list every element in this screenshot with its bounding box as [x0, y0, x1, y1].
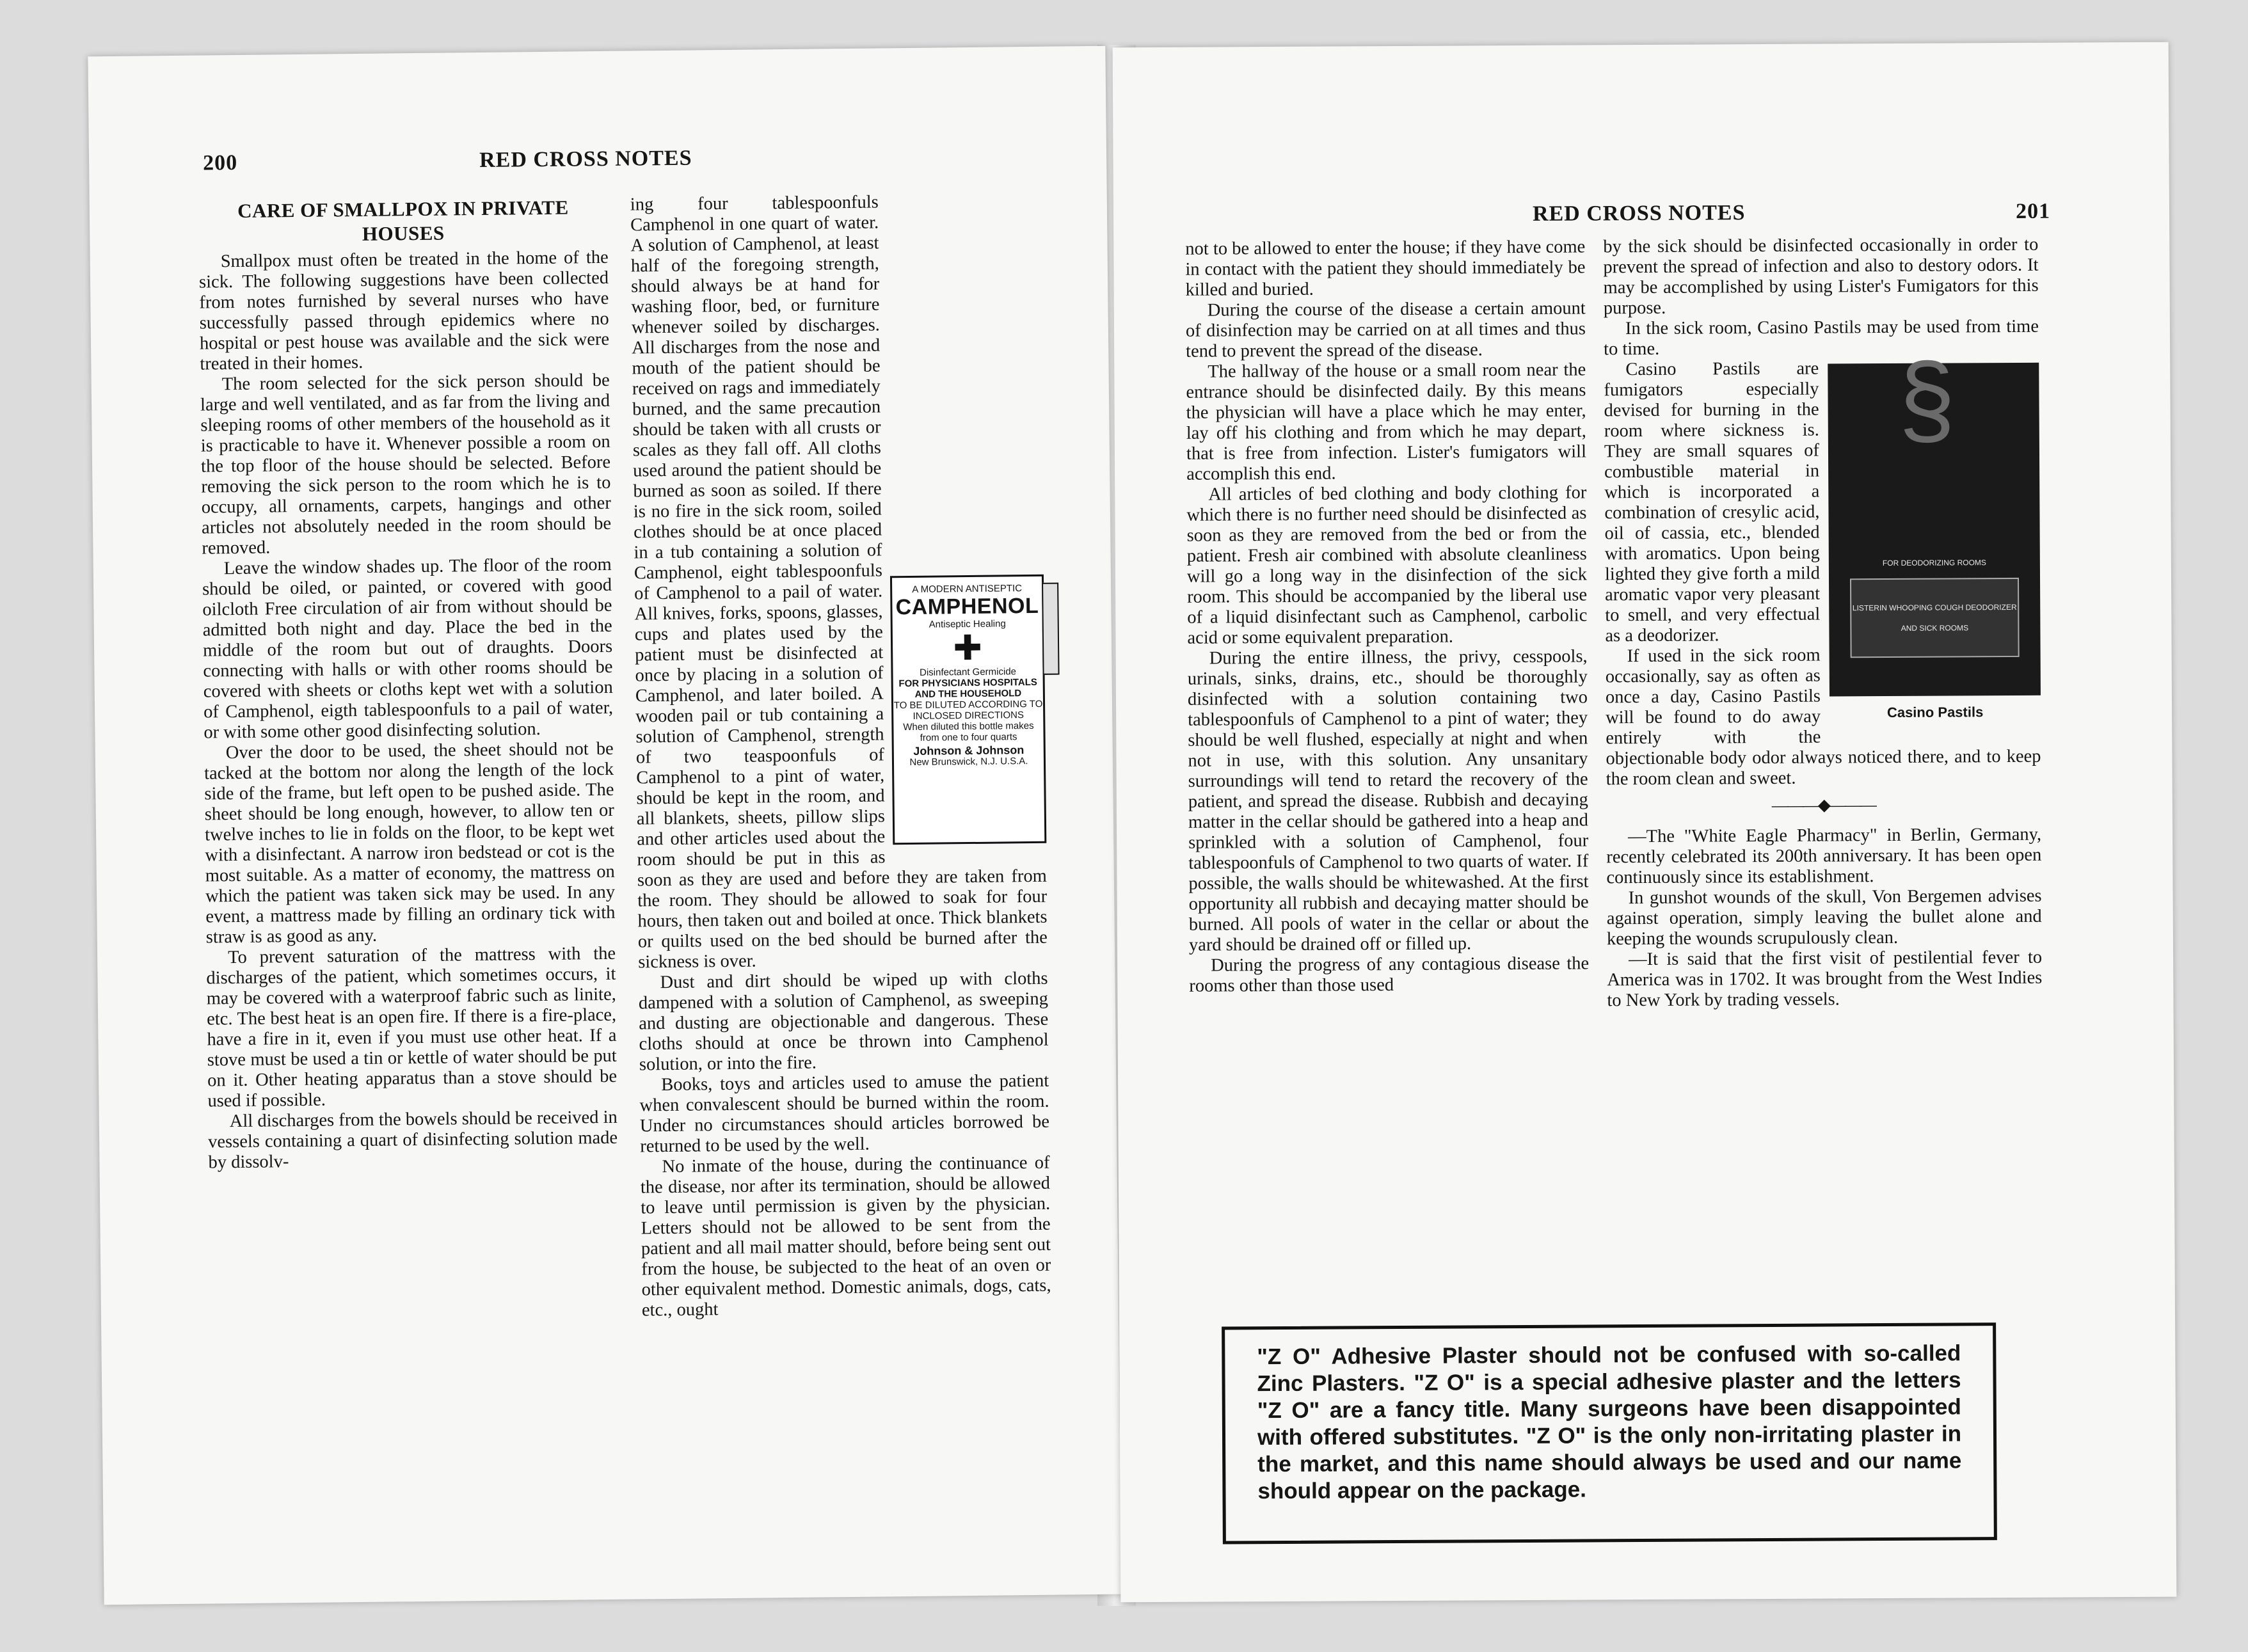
box-line-5: When diluted this bottle makes from one to four quarts [903, 720, 1034, 743]
box-line-2: Disinfectant Germicide [919, 666, 1017, 678]
red-cross-icon: ✚ [953, 628, 983, 668]
paragraph: No inmate of the house, during the continuance of the disease, nor after its termination, should be allowed to leave until permission is given by the physician. Letters should not be allowed to be sent from the patient and all mail matter should, before being sent out from the house, be subjected to the heat of an oven or other equivalent method. Domestic animals, dogs, cats, etc., ought [640, 1152, 1051, 1321]
paragraph: If used in the sick room occasionally, say as often as once a day, Casino Pastils will be found to do away entirely with the objectionable body odor always noticed there, and to keep the room clean and sweet. [1605, 645, 2041, 790]
zo-plaster-notice: "Z O" Adhesive Plaster should not be confused with so-called Zinc Plasters. "Z O" is a special adhesive plaster and the letters "Z O" are a fancy title. Many surgeons have been disappointed with offered substitutes. "Z O" is the only non-irritating plaster in the market, and this name should always be used and our name should appear on the package. [1222, 1322, 1997, 1544]
photo-label-top: FOR DEODORIZING ROOMS [1882, 558, 1986, 568]
box-line-4: TO BE DILUTED ACCORDING TO INCLOSED DIRECTIONS [893, 698, 1043, 722]
photo-caption: Casino Pastils [1886, 704, 1984, 721]
box-tagline: A MODERN ANTISEPTIC [912, 583, 1023, 595]
paragraph: To prevent saturation of the mattress with the discharges of the patient, which sometimes occurs, it may be covered with a waterproof fabric such as linite, etc. The best heat is an open fire. If there is a fire-place, have a fire in it, even if you must use other heat. If a stove must be used a tin or kettle of water should be put on it. Other heating apparatus than a stove should be used if possible. [206, 943, 618, 1111]
note: —The "White Eagle Pharmacy" in Berlin, Germany, recently celebrated its 200th anniversary. It has been open continuously since its establishment. [1606, 824, 2042, 888]
ornament-separator: ———◆——— [1771, 795, 1876, 814]
box-location: New Brunswick, N.J. U.S.A. [909, 756, 1028, 768]
paragraph: Books, toys and articles used to amuse the patient when convalescent should be burned within the room. Under no circumstances should articles borrowed be returned to be used by the well. [639, 1070, 1050, 1157]
paragraph: Smallpox must often be treated in the home of the sick. The following suggestions have been collected from notes furnished by several nurses who have successfully passed through epidemics where no hospital or pest house was available and the sick were treated in their homes. [198, 247, 610, 374]
running-head-right: RED CROSS NOTES [1532, 201, 1746, 226]
camphenol-box [890, 575, 1046, 845]
tin-label: LISTERIN WHOOPING COUGH DEODORIZER AND SICK ROOMS [1852, 602, 2017, 633]
box-maker: Johnson & Johnson [913, 743, 1024, 758]
page-number-right: 201 [2015, 199, 2051, 223]
left-page [88, 46, 1121, 1605]
paragraph: During the course of the disease a certain amount of disinfection may be carried on at all times and thus tend to prevent the spread of the disease. [1185, 298, 1586, 361]
smoke-icon: § [1898, 341, 1956, 456]
paragraph: Dust and dirt should be wiped up with cloths dampened with a solution of Camphenol, as sweeping and dusting are objectionable and dangerous. These cloths should at once be thrown into Camphenol solution, or into the fire. [638, 968, 1049, 1075]
paragraph: During the progress of any contagious disease the rooms other than those used [1189, 953, 1590, 996]
paragraph: During the entire illness, the privy, cesspools, urinals, sinks, drains, etc., should be thoroughly disinfected with a solution containing two tablespoonfuls of Camphenol to a pint of water; they should be well flushed, especially at night and when not in use, with this solution. Any unsanitary surroundings will tend to retard the recovery of the patient, and spread the disease. Rubbish and decaying matter in the cellar should be gathered into a heap and sprinkled with a solution of Camphenol, four tablespoonfuls of Camphenol to two quarts of water. If possible, the walls should be whitewashed. At the first opportunity all rubbish and decaying matter should be burned. All pools of water in the cellar or about the yard should be drained off or filled up. [1187, 646, 1589, 955]
paragraph: Over the door to be used, the sheet should not be tacked at the bottom nor along the length of the lock side of the frame, but left open to be pushed aside. The sheet should be long enough, however, to allow ten or twelve inches to lie in folds on the floor, to be kept wet with a disinfectant. A narrow iron bedstead or cot is the most suitable. As a matter of economy, the mattress on which the patient was taken sick may be used. In any event, a mattress made by filling an ordinary tick with straw is as good as any. [203, 738, 616, 948]
paragraph: In the sick room, Casino Pastils may be used from time to time. [1604, 316, 2039, 360]
paragraph: Leave the window shades up. The floor of the room should be oiled, or painted, or covered with good oilcloth Free circulation of air from without should be admitted both night and day. Place the bed in the middle of the room but out of draughts. Doors connecting with halls or with other rooms should be covered with sheets or cloths kept wet with a solution of Camphenol, eigth tablespoonfuls to a pail of water, or with some other good disinfecting solution. [202, 554, 614, 743]
right-column-2 [1603, 235, 2042, 1012]
paragraph: The room selected for the sick person should be large and well ventilated, and as far from the living and sleeping rooms of other members of the household as it is practicable to have it. Whenever possible a room on the top floor of the house should be selected. Before removing the sick person to the room which he is to occupy, all ornaments, carpets, hangings and other articles not absolutely needed in the room should be removed. [200, 370, 612, 559]
casino-pastils-photo [1828, 341, 2041, 697]
box-brand: CAMPHENOL [895, 593, 1039, 620]
paragraph: All articles of bed clothing and body clothing for which there is no further need should be disinfected as soon as they are removed from the bed or from the patient. Fresh air combined with absolute cleanliness will go a long way in the disinfection of the sick room. This should be accompanied by the liberal use of a liquid disinfectant such as Camphenol, carbolic acid or some equivalent preparation. [1186, 482, 1588, 648]
left-column-1 [198, 195, 618, 1173]
right-page [1113, 42, 2177, 1603]
note: In gunshot wounds of the skull, Von Bergemen advises against operation, simply leaving the bullet alone and keeping the wounds scrupulously clean. [1606, 886, 2042, 949]
page-number-left: 200 [202, 150, 238, 175]
article-title: CARE OF SMALLPOX IN PRIVATE HOUSES [237, 196, 569, 245]
pastils-tin [1850, 578, 2020, 658]
note: —It is said that the first visit of pestilential fever to America was in 1702. It was brought from the West Indies to New York by trading vessels. [1607, 947, 2043, 1011]
paragraph: Casino Pastils are fumigators especially devised for burning in the room where sickness is. They are small squares of combustible material in which is incorporated a combination of cresylic acid, oil of cassia, etc., blended with aromatics. Upon being lighted they give forth a mild aromatic vapor very pleasant to smell, and very effectual as a deodorizer. [1604, 358, 1821, 646]
left-column-2 [630, 191, 1051, 1321]
box-line-1: Antiseptic Healing [929, 618, 1006, 630]
paragraph: All discharges from the bowels should be received in vessels containing a quart of disinfecting solution made by dissolv- [207, 1107, 618, 1173]
paragraph: by the sick should be disinfected occasionally in order to prevent the spread of infection and also to destory odors. It may be accomplished by using Lister's Fumigators for this purpose. [1603, 234, 2039, 319]
running-head-left: RED CROSS NOTES [479, 146, 692, 172]
box-line-3: FOR PHYSICIANS HOSPITALS AND THE HOUSEHOLD [898, 676, 1037, 700]
casino-pastils-figure [1828, 341, 2041, 724]
paragraph: The hallway of the house or a small room near the entrance should be disinfected daily. By this means the physician will have a place which he may enter, lay off his clothing and from which he may depart, that is free from infection. Lister's fumigators will accomplish this end. [1186, 360, 1587, 484]
paragraph: not to be allowed to enter the house; if they have come in contact with the patient they should immediately be killed and buried. [1185, 237, 1586, 300]
camphenol-ad [890, 575, 1046, 845]
right-column-1 [1185, 237, 1589, 996]
box-side-panel [1042, 583, 1060, 675]
paragraph: ing four tablespoonfuls Camphenol in one quart of water. A solution of Camphenol, at least half of the foregoing strength, should always be at hand for washing floor, bed, or furniture whenever soiled by discharges. All discharges from the nose and mouth of the patient should be received on rags and immediately burned, and the same precaution should be taken with all crusts or scales as they fall off. All cloths used around the patient should be burned as soon as soiled. If there is no fire in the sick room, soiled clothes should be at once placed in a tub containing a solution of Camphenol, eight tablespoonfuls of Camphenol to a pail of water. All knives, forks, spoons, glasses, cups and plates used by the patient must be disinfected at once by placing in a solution of Camphenol, and later boiled. A wooden pail or tub containing a solution of Camphenol, strength of two teaspoonfuls of Camphenol to a pint of water, should be kept in the room, and all blankets, sheets, pillow slips and other articles used about the room should be put in this as soon as they are used and before they are taken from the room. They should be allowed to soak for four hours, then taken out and boiled at once. Thick blankets or quilts used on the bed should be burned after the sickness is over. [630, 192, 1048, 973]
